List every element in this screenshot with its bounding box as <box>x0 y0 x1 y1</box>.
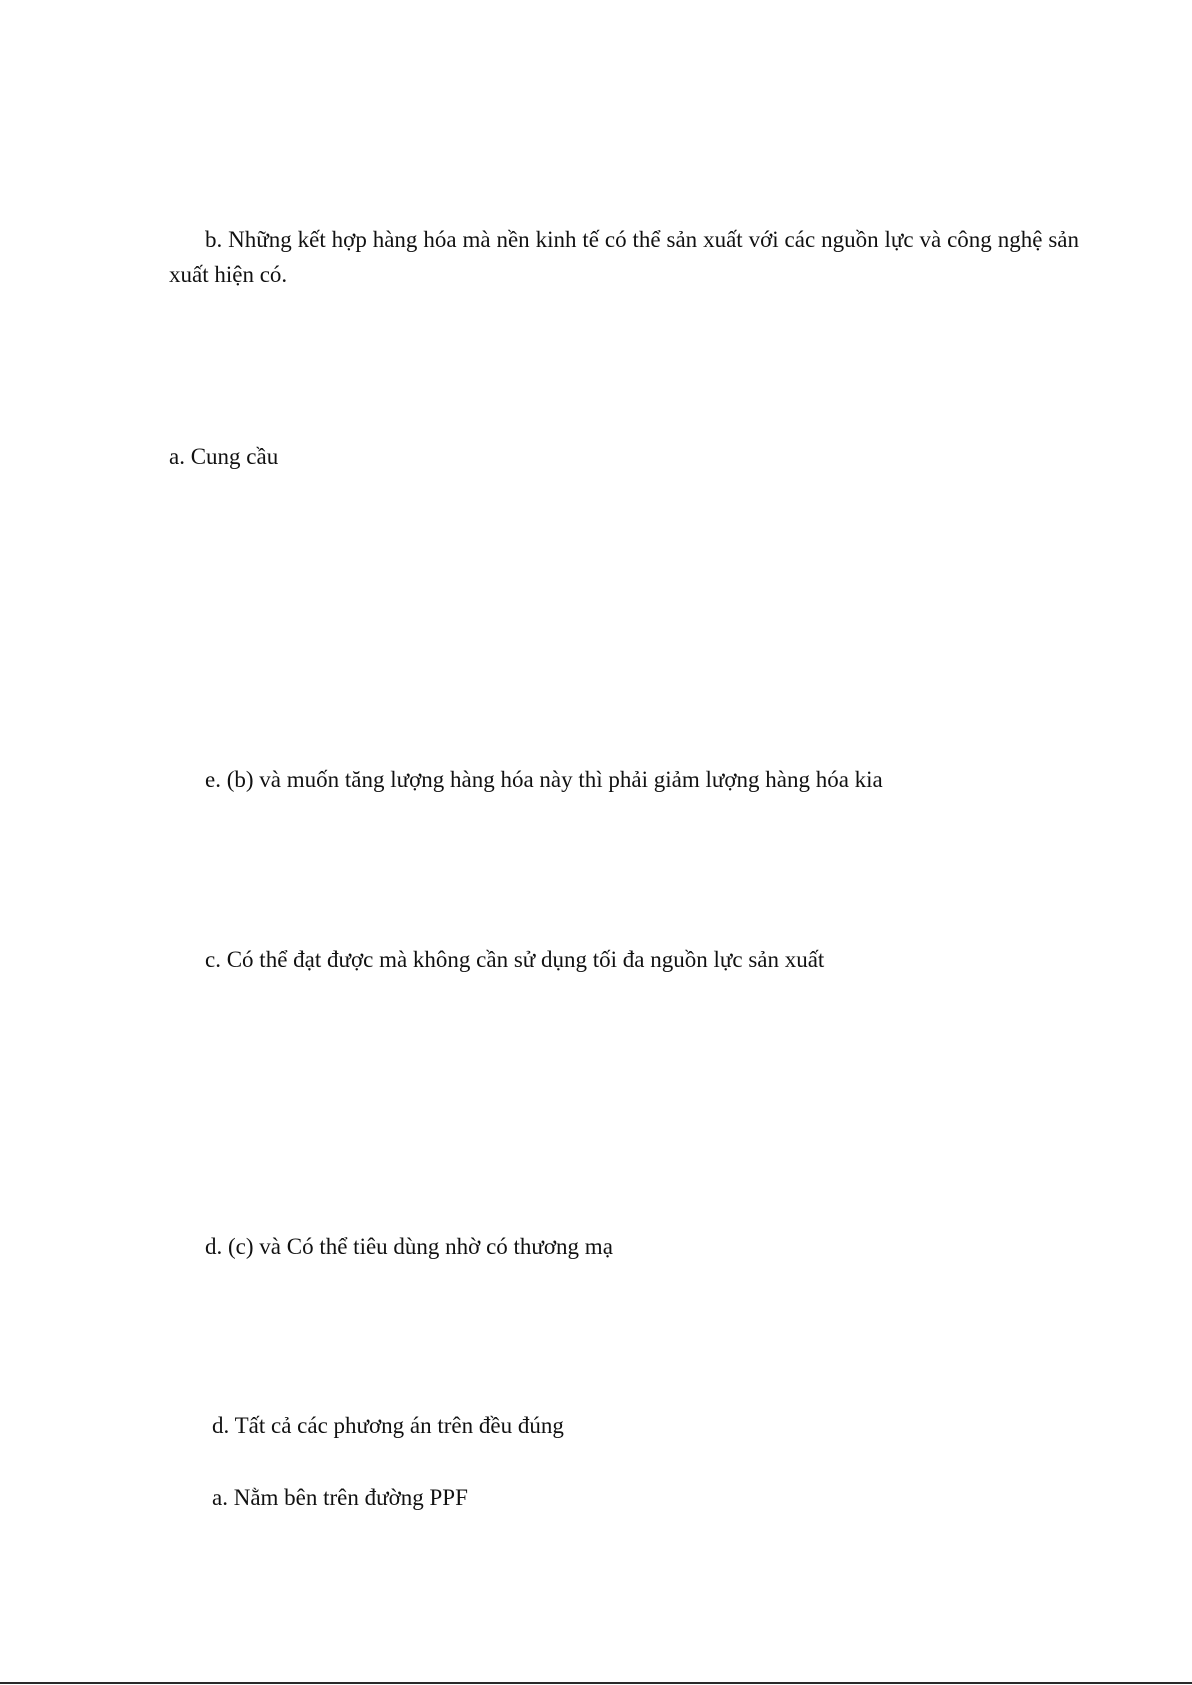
answer-d-c: d. (c) và Có thể tiêu dùng nhờ có thương mạ <box>205 1234 613 1259</box>
page-bottom-rule <box>0 1682 1192 1684</box>
answer-a-above: a. Nằm bên trên đường PPF <box>212 1485 468 1510</box>
answer-a-cung-cau: a. Cung cầu <box>169 444 279 469</box>
answer-b-paragraph: b. Những kết hợp hàng hóa mà nền kinh tế có thể sản xuất với các nguồn lực và công nghệ sản xuất hiện có. <box>169 227 1079 287</box>
answer-d-all: d. Tất cả các phương án trên đều đúng <box>212 1413 564 1438</box>
answer-c: c. Có thể đạt được mà không cần sử dụng tối đa nguồn lực sản xuất <box>205 947 825 972</box>
answer-e: e. (b) và muốn tăng lượng hàng hóa này thì phải giảm lượng hàng hóa kia <box>205 767 883 792</box>
